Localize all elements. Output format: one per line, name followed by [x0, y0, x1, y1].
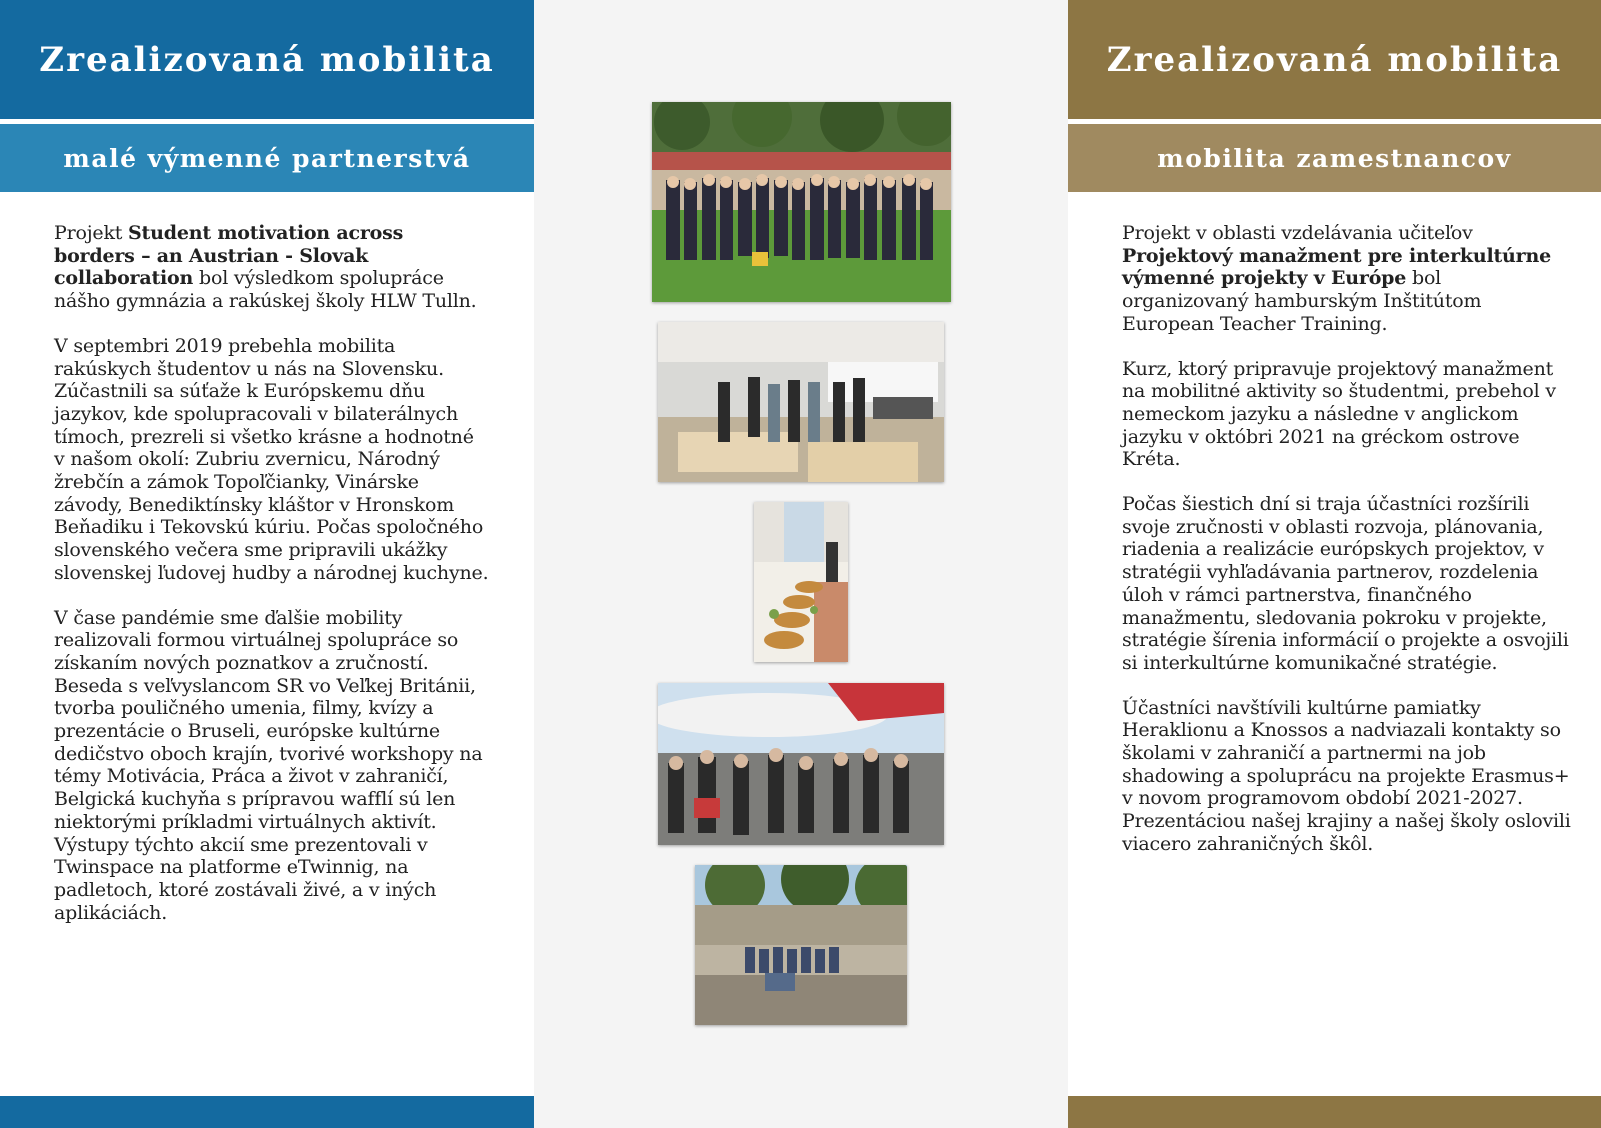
- right-title: Zrealizovaná mobilita: [1068, 0, 1601, 119]
- airport-tarmac-photo: [658, 683, 944, 845]
- left-footer-bar: [0, 1096, 534, 1128]
- right-paragraph-4: Účastníci navštívili kultúrne pamiatky Heraklionu a Knossos a nadviazali kontakty so školami v zahraničí a partnermi na job shadowing a spoluprácu na projekte Erasmus+ v novom programovom období 2021-2027. Prezentáciou našej krajiny a našej školy oslovili viacero zahraničných škôl.: [1122, 696, 1571, 855]
- right-p1-text-c: bol organizovaný hamburským Inštitútom European Teacher Training.: [1122, 267, 1482, 335]
- right-footer-bar: [1068, 1096, 1601, 1128]
- left-p1-project-name: Student motivation across borders – an Austrian - Slovak collaboration: [54, 222, 404, 290]
- right-panel: [1068, 0, 1601, 1128]
- right-body: [1122, 222, 1572, 878]
- group-photo-outdoors: [652, 102, 951, 302]
- right-subtitle: mobilita zamestnancov: [1068, 124, 1601, 192]
- photo-column: [534, 0, 1068, 1128]
- right-p1-text-a: Projekt v oblasti vzdelávania učiteľov: [1122, 222, 1473, 244]
- left-p1-text-a: Projekt: [54, 222, 129, 244]
- left-paragraph-1: [54, 222, 490, 313]
- right-p1-project-name: Projektový manažment pre interkultúrne výmenné projekty v Európe: [1122, 244, 1551, 290]
- right-paragraph-1: [1122, 222, 1572, 336]
- buffet-table-photo: [754, 502, 848, 662]
- left-subtitle: malé výmenné partnerstvá: [0, 124, 534, 192]
- left-panel: [0, 0, 534, 1128]
- right-paragraph-3: Počas šiestich dní si traja účastníci rozšírili svoje zručnosti v oblasti rozvoja, plánovania, riadenia a realizácie európskych projektov, v stratégii vyhľadávania partnerov, rozdelenia úloh v rámci partnerstva, finančného manažmentu, sledovania pokroku v projekte, stratégie šírenia informácií o projekte a osvojili si interkultúrne komunikačné stratégie.: [1122, 493, 1569, 674]
- right-paragraph-2: Kurz, ktorý pripravuje projektový manažment na mobilitné aktivity so študentmi, prebehol v nemeckom jazyku a následne v anglickom jazyku v októbri 2021 na gréckom ostrove Kréta.: [1122, 357, 1556, 471]
- left-paragraph-2: V septembri 2019 prebehla mobilita rakúskych študentov u nás na Slovensku. Zúčastnili sa súťaže k Európskemu dňu jazykov, kde spolupracovali v bilaterálnych tímoch, prezreli si všetko krásne a hodnotné v našom okolí: Zubriu zvernicu, Národný žrebčín a zámok Topoľčianky, Vinárske závody, Benediktínsky kláštor v Hronskom Beňadiku i Tekovskú kúriu. Počas spoločného slovenského večera sme pripravili ukážky slovenskej ľudovej hudby a národnej kuchyne.: [54, 334, 489, 584]
- left-title: Zrealizovaná mobilita: [0, 0, 534, 119]
- folk-dance-photo: [658, 322, 944, 482]
- archaeological-site-photo: [695, 865, 907, 1025]
- left-p1-text-c: bol výsledkom spolupráce nášho gymnázia a rakúskej školy HLW Tulln.: [54, 267, 477, 313]
- left-paragraph-3: V čase pandémie sme ďalšie mobility realizovali formou virtuálnej spolupráce so získaním nových poznatkov a zručností. Beseda s veľvyslancom SR vo Veľkej Británii, tvorba pouličného umenia, filmy, kvízy a prezentácie o Bruseli, európske kultúrne dedičstvo oboch krajín, tvorivé workshopy na témy Motivácia, Práca a život v zahraničí, Belgická kuchyňa s prípravou wafflí sú len niektorými príkladmi virtuálnych aktivít. Výstupy týchto akcií sme prezentovali v Twinspace na platforme eTwinnig, na padletoch, ktoré zostávali živé, a v iných aplikáciách.: [54, 606, 483, 924]
- left-body: [54, 222, 490, 946]
